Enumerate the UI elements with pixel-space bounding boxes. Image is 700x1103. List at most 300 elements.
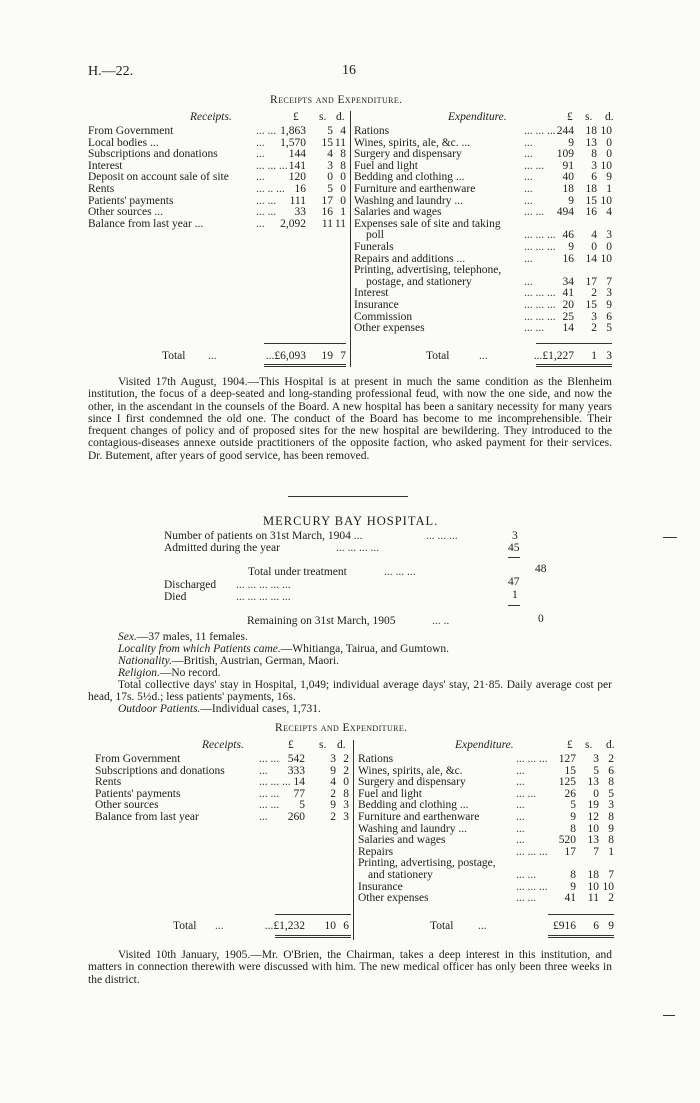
row-label: Rents xyxy=(95,776,122,789)
leader-dots: ... ... xyxy=(524,159,545,172)
row-label: Repairs xyxy=(358,845,394,858)
leader-dots: ... xyxy=(256,217,265,230)
ledger-row xyxy=(358,788,614,800)
shillings-value: 3 xyxy=(591,159,597,172)
receipts-heading: Receipts. xyxy=(202,739,244,751)
pence-value: 8 xyxy=(340,148,346,161)
section-divider xyxy=(288,496,408,497)
leader-dots: ... xyxy=(524,194,533,207)
shillings-value: 13 xyxy=(585,136,597,149)
column-divider xyxy=(353,740,354,940)
section-title: Receipts and Expenditure. xyxy=(275,722,408,734)
pence-value: 2 xyxy=(608,753,614,765)
ledger-row xyxy=(95,811,349,823)
ledger-row xyxy=(88,195,346,207)
pence-value: 0 xyxy=(606,136,612,149)
ledger-row xyxy=(354,299,612,311)
pounds-value: 244 xyxy=(556,125,574,137)
pence-value: 9 xyxy=(606,298,612,311)
pence-value: 8 xyxy=(608,834,614,847)
double-rule xyxy=(536,366,612,367)
leader-dots: ... xyxy=(524,148,533,161)
pounds-value: ...£6,093 xyxy=(265,350,306,362)
ledger-row xyxy=(358,857,614,869)
ledger-row xyxy=(358,753,614,765)
pence-header: d. xyxy=(605,111,614,123)
shillings-value: 7 xyxy=(593,845,599,858)
pence-value: 3 xyxy=(608,799,614,812)
pence-value: 0 xyxy=(606,148,612,161)
pounds-value: 9 xyxy=(568,136,574,149)
leader-dots: ... ... ... xyxy=(524,125,556,137)
stat-label: Remaining on 31st March, 1905 xyxy=(247,615,396,627)
shillings-value: 15 xyxy=(321,136,333,149)
row-label: Bedding and clothing ... xyxy=(358,799,469,812)
ledger-row xyxy=(358,846,614,858)
shillings-value: 13 xyxy=(587,776,599,789)
ledger-row xyxy=(358,834,614,846)
double-rule xyxy=(275,935,351,936)
pounds-value: 5 xyxy=(570,799,576,812)
stat-value: 48 xyxy=(535,563,547,575)
pence-value: 1 xyxy=(608,845,614,858)
pounds-value: 141 xyxy=(288,159,306,172)
ledger-row xyxy=(88,206,346,218)
pounds-value: 91 xyxy=(562,159,574,172)
receipts-total xyxy=(95,920,349,932)
row-label: Other expenses xyxy=(358,892,429,905)
pounds-value: 41 xyxy=(564,892,576,905)
row-label: Total xyxy=(430,920,454,932)
pounds-value: 20 xyxy=(562,298,574,311)
pounds-value: 333 xyxy=(287,764,305,777)
leader-dots: ... ... ... xyxy=(259,776,291,789)
leader-dots: ... xyxy=(516,776,525,789)
shillings-value: 5 xyxy=(593,764,599,777)
leader-dots: ... xyxy=(259,764,268,777)
shillings-header: s. xyxy=(585,111,593,123)
pence-header: d. xyxy=(606,739,615,751)
leader-dots: ... xyxy=(524,136,533,149)
shillings-value: 3 xyxy=(593,753,599,765)
shillings-value: 2 xyxy=(330,787,336,800)
expenditure-heading: Expenditure. xyxy=(455,739,514,751)
ledger-row xyxy=(88,160,346,172)
pence-header: d. xyxy=(336,111,345,123)
pence-value: 9 xyxy=(608,920,614,932)
row-label: Balance from last year ... xyxy=(88,217,204,230)
shillings-value: 11 xyxy=(587,892,599,905)
shillings-value: 18 xyxy=(585,182,597,195)
pounds-value: 542 xyxy=(287,753,305,765)
ledger-row xyxy=(354,206,612,218)
pence-value: 0 xyxy=(340,194,346,207)
row-label: Balance from last year xyxy=(95,810,199,823)
pence-value: 3 xyxy=(606,350,612,362)
stat-value: 0 xyxy=(538,613,544,625)
leader-dots: ... xyxy=(215,920,224,932)
ledger-row xyxy=(354,183,612,195)
leader-dots: ... xyxy=(524,275,533,288)
pounds-header: £ xyxy=(293,111,299,123)
ledger-row xyxy=(354,311,612,323)
row-label: poll xyxy=(366,229,384,242)
pounds-value: 9 xyxy=(570,810,576,823)
row-label: Fuel and light xyxy=(358,787,422,800)
row-label: Deposit on account sale of site xyxy=(88,171,229,184)
leader-dots: ... ... ... ... ... xyxy=(236,591,291,603)
ledger-row xyxy=(358,881,614,893)
shillings-value: 12 xyxy=(587,810,599,823)
pounds-value: 15 xyxy=(564,764,576,777)
ledger-row xyxy=(354,241,612,253)
leader-dots: ... xyxy=(516,822,525,835)
expenditure-table xyxy=(354,125,612,334)
ledger-row xyxy=(354,322,612,334)
pounds-value: 14 xyxy=(562,322,574,335)
shillings-value: 11 xyxy=(321,217,333,230)
row-label: Wines, spirits, ale, &c. ... xyxy=(354,136,471,149)
stat-label: Total under treatment xyxy=(248,566,347,578)
pence-value: 5 xyxy=(608,787,614,800)
ledger-row xyxy=(358,869,614,881)
shillings-value: 16 xyxy=(585,206,597,219)
ledger-row xyxy=(358,799,614,811)
pounds-value: 41 xyxy=(562,287,574,300)
row-label: Rations xyxy=(354,125,390,137)
row-label: Repairs and additions ... xyxy=(354,252,466,265)
pounds-value: 520 xyxy=(558,834,576,847)
row-label: Washing and laundry ... xyxy=(358,822,467,835)
pence-value: 0 xyxy=(606,240,612,253)
leader-dots: ... xyxy=(516,764,525,777)
margin-mark xyxy=(663,1015,675,1016)
shillings-value: 19 xyxy=(321,350,333,362)
pounds-value: 5 xyxy=(299,799,305,812)
leader-dots: ... ... xyxy=(516,787,537,800)
shillings-value: 6 xyxy=(593,920,599,932)
leader-dots: ... ... ... xyxy=(524,298,556,311)
shillings-header: s. xyxy=(319,111,327,123)
pounds-value: 111 xyxy=(289,194,306,207)
pounds-header: £ xyxy=(567,739,573,751)
row-label: Furniture and earthenware xyxy=(354,182,476,195)
leader-dots: ... ... xyxy=(516,892,537,905)
pounds-value: ...£1,232 xyxy=(264,920,305,932)
row-label: Total xyxy=(173,920,197,932)
leader-dots: ... ... ... xyxy=(524,240,556,253)
expenditure-total xyxy=(358,920,614,932)
stat-label: Discharged xyxy=(164,579,217,591)
row-label: Other expenses xyxy=(354,322,425,335)
leader-dots: ... ... ... xyxy=(384,566,416,578)
pence-value: 10 xyxy=(600,252,612,265)
leader-dots: ... xyxy=(516,810,525,823)
pence-value: 10 xyxy=(602,880,614,893)
expenditure-heading: Expenditure. xyxy=(448,111,507,123)
ledger-row xyxy=(358,823,614,835)
detail-nationality: Nationality.—British, Austrian, German, Maori. xyxy=(118,655,340,667)
leader-dots: ... ... ... xyxy=(516,845,548,858)
shillings-value: 18 xyxy=(585,125,597,137)
ledger-row xyxy=(95,765,349,777)
pounds-value: 9 xyxy=(570,880,576,893)
shillings-value: 4 xyxy=(327,148,333,161)
expenditure-total xyxy=(354,350,612,362)
leader-dots: ... ... xyxy=(516,868,537,881)
pence-value: 8 xyxy=(340,159,346,172)
row-label: Furniture and earthenware xyxy=(358,810,480,823)
row-label: Surgery and dispensary xyxy=(354,148,462,161)
leader-dots: ... xyxy=(256,136,265,149)
shillings-value: 10 xyxy=(587,880,599,893)
leader-dots: ... ... xyxy=(256,194,277,207)
pence-value: 0 xyxy=(340,182,346,195)
pence-value: 2 xyxy=(343,764,349,777)
pence-value: 11 xyxy=(334,136,346,149)
pounds-value: 260 xyxy=(287,810,305,823)
shillings-value: 2 xyxy=(591,287,597,300)
shillings-value: 5 xyxy=(327,125,333,137)
shillings-value: 3 xyxy=(591,310,597,323)
ledger-row xyxy=(88,350,346,362)
ledger-row xyxy=(88,218,346,230)
pounds-value: 109 xyxy=(556,148,574,161)
row-label: Patients' payments xyxy=(88,194,174,207)
ledger-row xyxy=(354,218,612,230)
pounds-value: 77 xyxy=(293,787,305,800)
row-label: Salaries and wages xyxy=(354,206,442,219)
total-rule xyxy=(264,343,346,344)
ledger-row xyxy=(358,920,614,932)
pence-value: 6 xyxy=(608,764,614,777)
row-label: Other sources xyxy=(95,799,159,812)
ledger-row xyxy=(354,287,612,299)
pence-value: 4 xyxy=(606,206,612,219)
pounds-value: 8 xyxy=(570,822,576,835)
pence-value: 3 xyxy=(343,799,349,812)
pounds-value: 14 xyxy=(293,776,305,789)
leader-dots: ... xyxy=(256,148,265,161)
ledger-row xyxy=(354,195,612,207)
pounds-value: 16 xyxy=(294,182,306,195)
pence-value: 3 xyxy=(343,810,349,823)
stat-value: 45 xyxy=(508,542,520,554)
row-label: From Government xyxy=(88,125,174,137)
shillings-value: 2 xyxy=(591,322,597,335)
double-rule xyxy=(536,364,612,365)
pounds-value: 9 xyxy=(568,194,574,207)
shillings-value: 19 xyxy=(587,799,599,812)
shillings-value: 0 xyxy=(327,171,333,184)
shillings-header: s. xyxy=(585,739,593,751)
row-label: Rents xyxy=(88,182,115,195)
pounds-value: 144 xyxy=(288,148,306,161)
pence-value: 7 xyxy=(606,275,612,288)
sum-rule xyxy=(508,605,520,606)
ledger-row xyxy=(354,125,612,137)
row-label: Local bodies ... xyxy=(88,136,159,149)
pence-value: 5 xyxy=(606,322,612,335)
row-label: Wines, spirits, ale, &c. xyxy=(358,764,463,777)
report-code: H.—22. xyxy=(88,64,134,79)
leader-dots: ... ... xyxy=(259,787,280,800)
stat-value: 1 xyxy=(512,589,518,601)
shillings-header: s. xyxy=(319,739,327,751)
pounds-value: 18 xyxy=(562,182,574,195)
row-label: Subscriptions and donations xyxy=(88,148,218,161)
row-label: Other sources ... xyxy=(88,206,164,219)
pounds-value: 25 xyxy=(562,310,574,323)
ledger-row xyxy=(354,276,612,288)
shillings-value: 14 xyxy=(585,252,597,265)
detail-outdoor: Outdoor Patients.—Individual cases, 1,731. xyxy=(118,703,321,715)
stat-value: 47 xyxy=(508,576,520,588)
pence-header: d. xyxy=(337,739,346,751)
shillings-value: 2 xyxy=(330,810,336,823)
leader-dots: ... ... xyxy=(524,322,545,335)
shillings-value: 3 xyxy=(330,753,336,765)
leader-dots: ... ... xyxy=(259,799,280,812)
pence-value: 7 xyxy=(340,350,346,362)
row-label: Rations xyxy=(358,753,394,765)
ledger-row xyxy=(95,788,349,800)
ledger-row xyxy=(354,148,612,160)
pence-value: 0 xyxy=(343,776,349,789)
shillings-value: 4 xyxy=(591,229,597,242)
row-label: Total xyxy=(426,350,450,362)
pence-value: 1 xyxy=(606,182,612,195)
leader-dots: ... .. ... xyxy=(256,182,285,195)
pounds-header: £ xyxy=(567,111,573,123)
row-label: Total xyxy=(162,350,186,362)
pounds-value: 9 xyxy=(568,240,574,253)
row-label: Funerals xyxy=(354,240,394,253)
leader-dots: ... xyxy=(516,799,525,812)
shillings-value: 17 xyxy=(585,275,597,288)
pence-value: 7 xyxy=(608,868,614,881)
leader-dots: ... xyxy=(259,810,268,823)
pence-value: 2 xyxy=(608,892,614,905)
leader-dots: ... ... ... xyxy=(516,753,548,765)
ledger-row xyxy=(354,264,612,276)
leader-dots: ... xyxy=(524,171,533,184)
pence-value: 4 xyxy=(340,125,346,137)
shillings-value: 0 xyxy=(593,787,599,800)
shillings-value: 1 xyxy=(591,350,597,362)
leader-dots: ... ... ... xyxy=(516,880,548,893)
row-label: and stationery xyxy=(368,868,433,881)
leader-dots: ... xyxy=(208,350,217,362)
leader-dots: ... xyxy=(524,182,533,195)
visit-paragraph: Visited 17th August, 1904.—This Hospital is at present in much the same condition as the Blenheim institution, the focus of a deep-seated and long-standing professional feud, with now the one side, and now the other, in the ascendant in the counsels of the Board. A new hospital has been a sanitary necessity for many years since I first condemned the old one. The conduct of the Board has become to me incomprehensible. Their frequent changes of policy and of proposed sites for the new hospital are bewildering. They introduced to the contagious-diseases annexe outside practitioners of the opposite faction, who asked payment for their services. Dr. Butement, after years of good service, has been removed. xyxy=(88,376,612,462)
page-number: 16 xyxy=(342,63,356,78)
pounds-value: 8 xyxy=(570,868,576,881)
shillings-value: 6 xyxy=(591,171,597,184)
expenditure-table xyxy=(358,753,614,904)
shillings-value: 15 xyxy=(585,298,597,311)
pence-value: 10 xyxy=(600,159,612,172)
ledger-row xyxy=(95,776,349,788)
row-label: Fuel and light xyxy=(354,159,418,172)
ledger-row xyxy=(88,171,346,183)
leader-dots: ... ... ... xyxy=(524,287,556,300)
double-rule xyxy=(548,935,614,936)
total-rule xyxy=(275,914,351,915)
leader-dots: ... ... xyxy=(256,206,277,219)
pounds-value: 2,092 xyxy=(280,217,306,230)
row-label: Interest xyxy=(88,159,123,172)
leader-dots: ... ... ... xyxy=(524,229,556,242)
margin-mark xyxy=(663,537,677,538)
pence-value: 8 xyxy=(343,787,349,800)
row-label: Subscriptions and donations xyxy=(95,764,225,777)
pence-value: 8 xyxy=(608,810,614,823)
ledger-row xyxy=(95,920,349,932)
detail-locality: Locality from which Patients came.—Whitianga, Tairua, and Gumtown. xyxy=(118,643,450,655)
pence-value: 0 xyxy=(340,171,346,184)
stat-value: 3 xyxy=(512,530,518,542)
pence-value: 9 xyxy=(606,171,612,184)
ledger-row xyxy=(354,160,612,172)
row-label: Commission xyxy=(354,310,413,323)
pounds-value: 26 xyxy=(564,787,576,800)
pence-value: 10 xyxy=(600,125,612,137)
ledger-row xyxy=(88,148,346,160)
double-rule xyxy=(275,937,351,938)
ledger-row xyxy=(354,137,612,149)
row-label: Patients' payments xyxy=(95,787,181,800)
pounds-value: 17 xyxy=(564,845,576,858)
column-divider xyxy=(350,111,351,367)
row-label: Bedding and clothing ... xyxy=(354,171,465,184)
leader-dots: ... xyxy=(479,350,488,362)
ledger-row xyxy=(358,765,614,777)
pounds-value: 46 xyxy=(562,229,574,242)
stat-label: Number of patients on 31st March, 1904 ... xyxy=(164,530,363,542)
leader-dots: ... ... ... xyxy=(256,159,288,172)
pounds-value: 125 xyxy=(558,776,576,789)
leader-dots: ... ... xyxy=(259,753,280,765)
ledger-row xyxy=(88,137,346,149)
row-label: Printing, advertising, postage, xyxy=(358,857,496,870)
pounds-value: 16 xyxy=(562,252,574,265)
pence-value: 11 xyxy=(334,217,346,230)
shillings-value: 17 xyxy=(321,194,333,207)
ledger-row xyxy=(88,125,346,137)
shillings-value: 4 xyxy=(330,776,336,789)
pounds-value: 40 xyxy=(562,171,574,184)
ledger-row xyxy=(354,171,612,183)
row-label: Washing and laundry ... xyxy=(354,194,463,207)
ledger-row xyxy=(354,350,612,362)
receipts-heading: Receipts. xyxy=(190,111,232,123)
leader-dots: ... xyxy=(478,920,487,932)
row-label: Salaries and wages xyxy=(358,834,446,847)
row-label: Insurance xyxy=(354,298,399,311)
leader-dots: ... ... ... ... ... xyxy=(236,579,291,591)
leader-dots: ... ... xyxy=(524,206,545,219)
leader-dots: ... xyxy=(516,834,525,847)
pounds-value: ...£1,227 xyxy=(533,350,574,362)
pounds-value: 120 xyxy=(288,171,306,184)
pounds-value: 127 xyxy=(558,753,576,765)
pence-value: 10 xyxy=(600,194,612,207)
shillings-value: 18 xyxy=(587,868,599,881)
pounds-value: 33 xyxy=(294,206,306,219)
leader-dots: ... xyxy=(256,171,265,184)
shillings-value: 16 xyxy=(321,206,333,219)
